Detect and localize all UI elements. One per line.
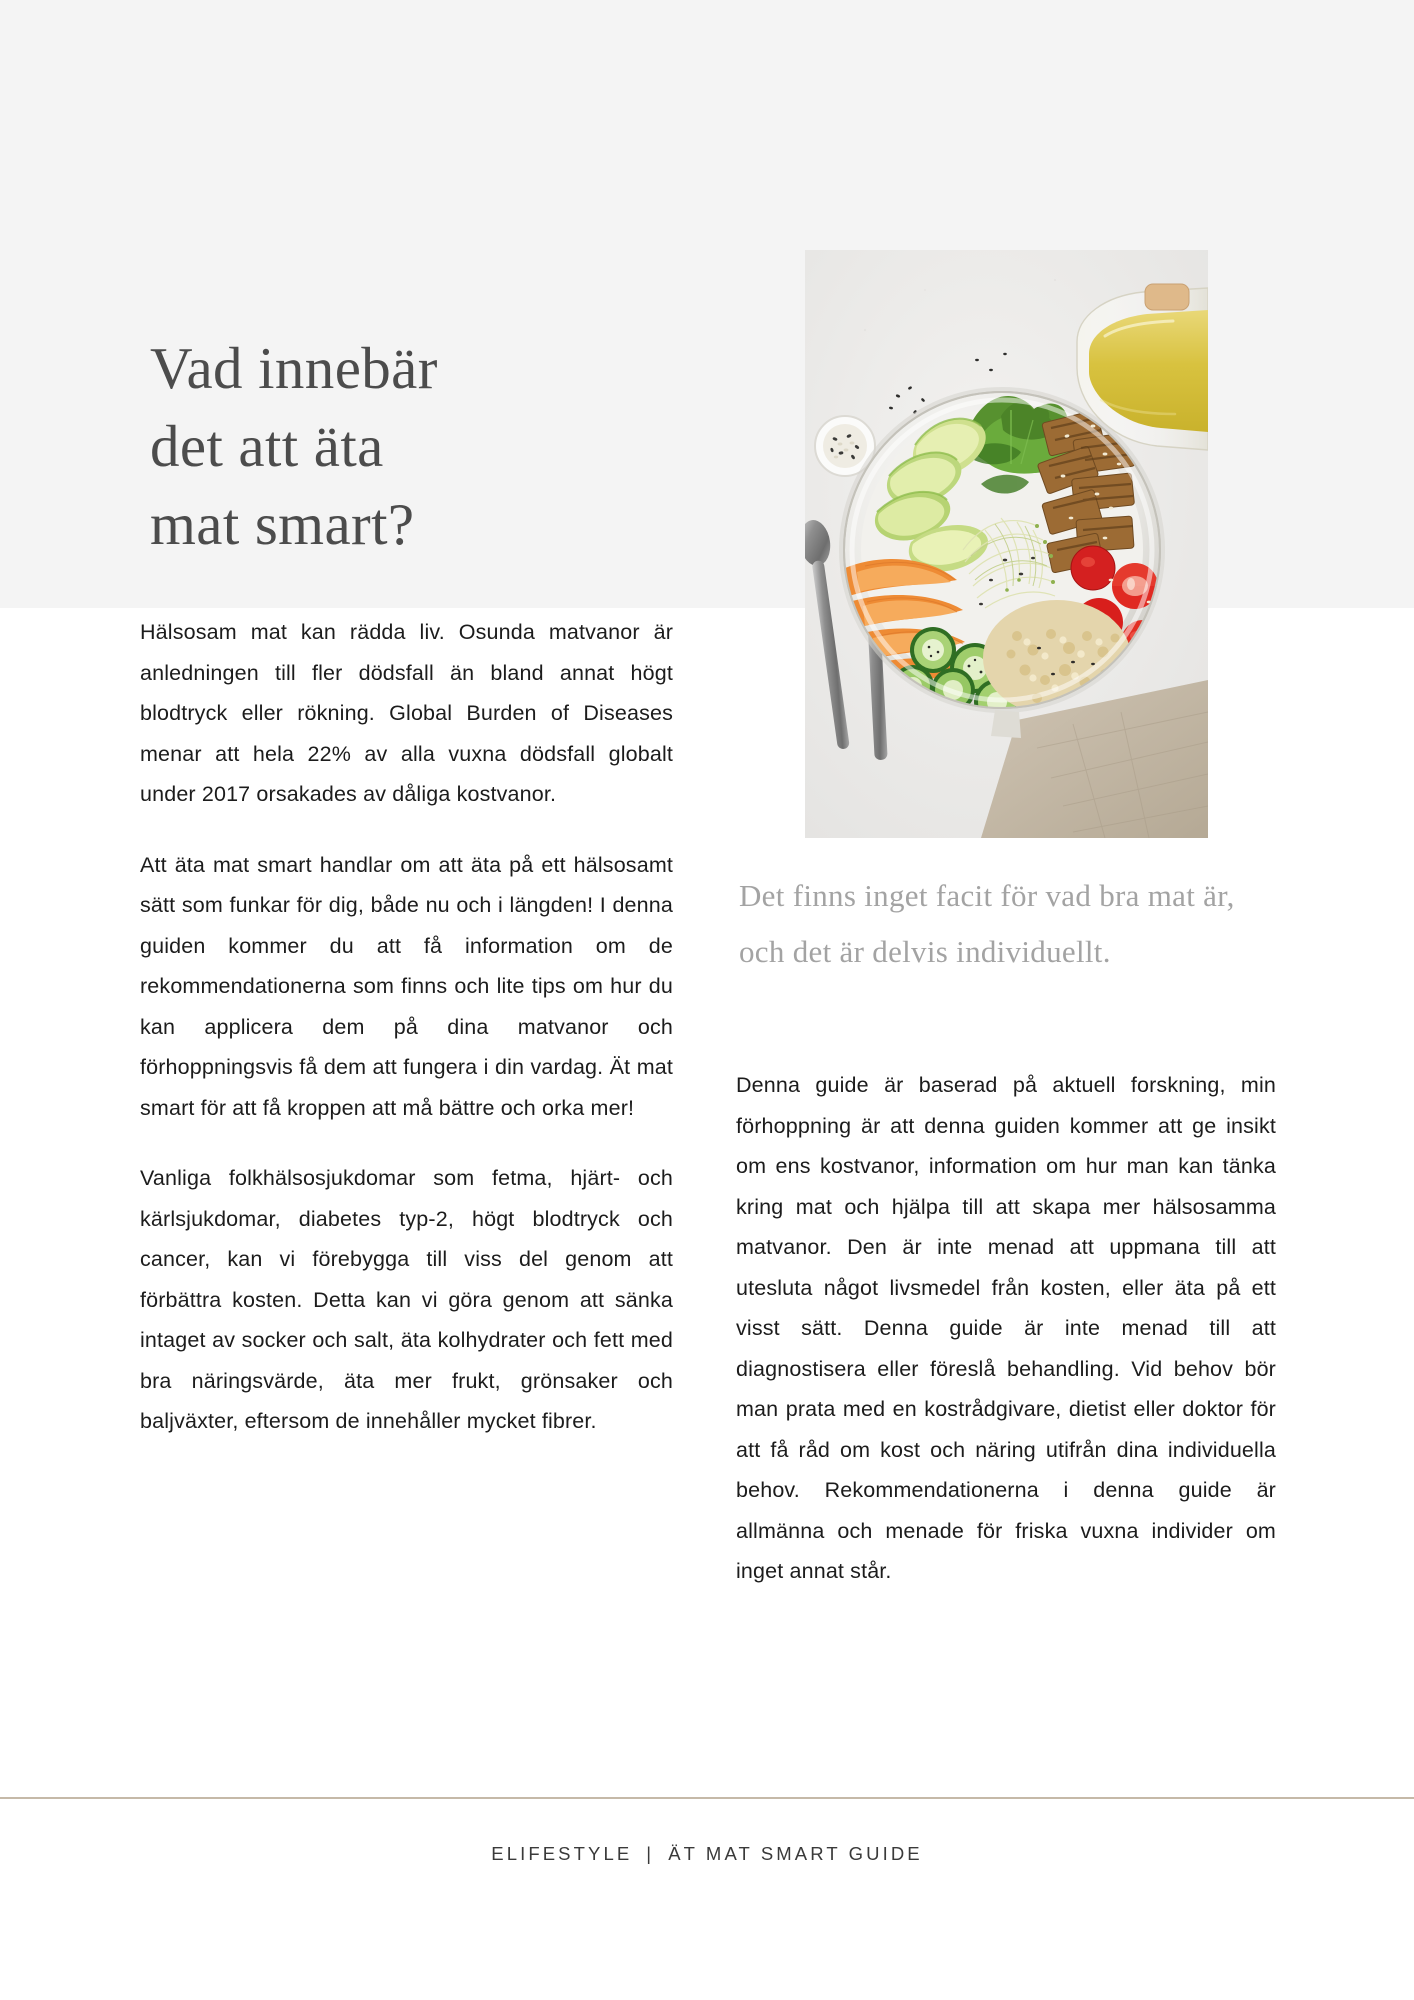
footer-separator: | xyxy=(646,1843,655,1864)
page-title-line-3: mat smart? xyxy=(150,490,415,557)
right-column-subheading: Det finns inget facit för vad bra mat är, och det är delvis individuellt. xyxy=(739,878,1235,969)
left-paragraph-3: Vanliga folkhälsosjukdomar som fetma, hjärt- och kärlsjukdomar, diabetes typ-2, högt blodtryck och cancer, kan vi förebygga till viss del genom att förbättra kosten. Detta kan vi göra genom att sänka intaget av socker och salt, äta kolhydrater och fett med bra näringsvärde, äta mer frukt, grönsaker och baljväxter, eftersom de innehåller mycket fibrer. xyxy=(140,1166,673,1433)
left-paragraph-2: Att äta mat smart handlar om att äta på ett hälsosamt sätt som funkar för dig, både nu och i längden! I denna guiden kommer du att få information om de rekommendationerna som finns och lite tips om hur du kan applicera dem på dina matvanor och förhoppningsvis få dem att fungera i din vardag. Ät mat smart för att få kroppen att må bättre och orka mer! xyxy=(140,852,673,1120)
right-column xyxy=(736,1065,1276,1592)
footer-document-title: ÄT MAT SMART GUIDE xyxy=(668,1843,923,1864)
left-column xyxy=(140,612,673,1442)
footer xyxy=(0,1843,1414,1865)
page-title-line-2: det att äta xyxy=(150,412,384,479)
page-title-line-1: Vad innebär xyxy=(150,335,438,401)
page-title xyxy=(150,330,570,564)
right-paragraph-1: Denna guide är baserad på aktuell forskning, min förhoppning är att denna guiden kommer att ge insikt om ens kostvanor, information om hur man kan tänka kring mat och hjälpa till att skapa mer hälsosamma matvanor. Den är inte menad att uppmana till att utesluta något livsmedel från kosten, eller äta på ett visst sätt. Denna guide är inte menad till att diagnostisera eller föreslå behandling. Vid behov bör man prata med en kostrådgivare, dietist eller doktor för att få råd om kost och näring utifrån dina individuella behov. Rekommendationerna i denna guide är allmänna och menade för friska vuxna individer om inget annat står. xyxy=(736,1073,1276,1583)
footer-brand: ELIFESTYLE xyxy=(491,1843,633,1864)
footer-divider xyxy=(0,1797,1414,1799)
left-paragraph-1: Hälsosam mat kan rädda liv. Osunda matvanor är anledningen till fler dödsfall än bland annat högt blodtryck eller rökning. Global Burden of Diseases menar att hela 22% av alla vuxna dödsfall globalt under 2017 orsakades av dåliga kostvanor. xyxy=(140,620,673,806)
buddha-bowl-illustration xyxy=(805,250,1208,838)
hero-image xyxy=(805,250,1208,838)
